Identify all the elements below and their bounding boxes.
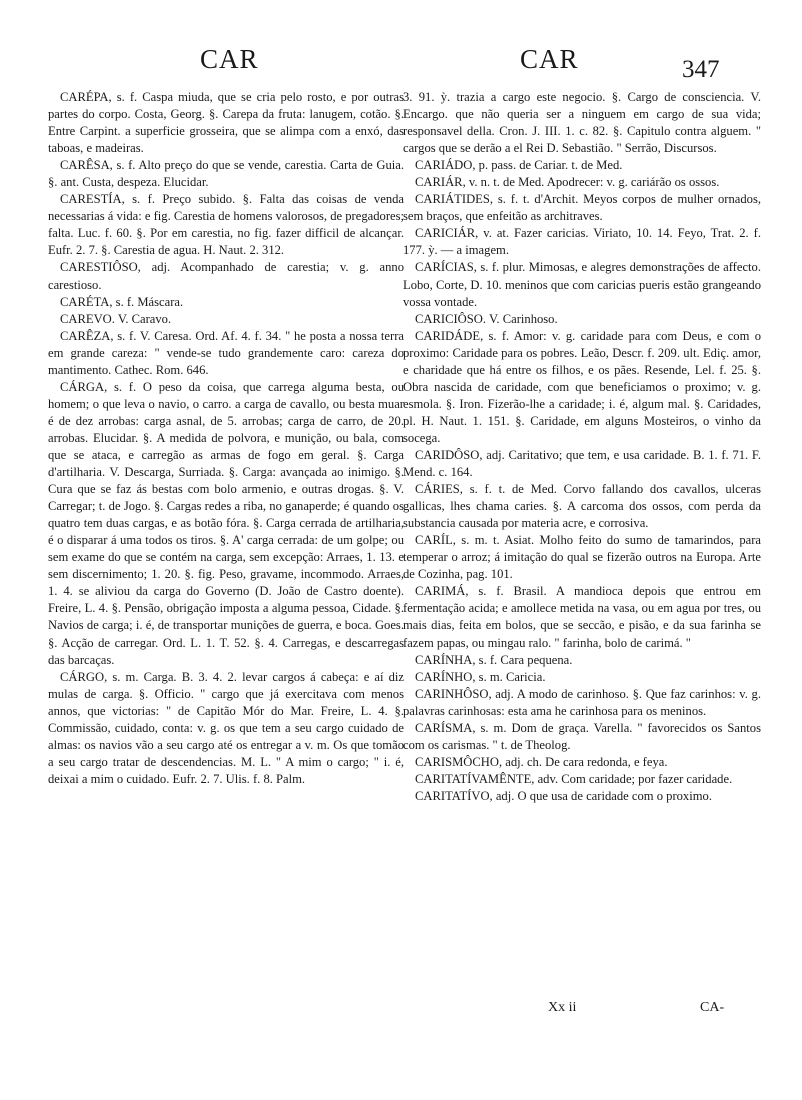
entry-carisma: CARÍSMA, s. m. Dom de graça. Varella. " favorecidos os Santos com os carismas. " t. de Theolog. [403,720,761,752]
entry-caridade: CARIDÁDE, s. f. Amor: v. g. caridade para com Deus, e com o proximo: Caridade para os pobres. Leão, Descr. f. 209. ult. Ediç. amor, e charidade que há entre os filhos, e os pães. Resende, Lel. f. 25. §. Obra nascida de caridade, com que beneficiamos o proximo; v. g. esmola. §. Iron. Fizerão-lhe a caridade; i. é, algum mal. §. Caridades, pl. H. Naut. 1. 151. §. Caridade, em alguns Mosteiros, o vinho da socega. [403,328,761,445]
entry-cariciar: CARICIÁR, v. at. Fazer caricias. Viriato, 10. 14. Feyo, Trat. 2. f. 177. ỳ. — a imagem. [403,226,761,258]
entry-carinhoso: CARINHÔSO, adj. A modo de carinhoso. §. Que faz carinhos: v. g. palavras carinhosas: esta ama he carinhosa para os meninos. [403,686,761,718]
entry-carga: CÁRGA, s. f. O peso da coisa, que carrega alguma besta, ou homem; o que leva o navio, o carro. a carga de cavallo, ou besta muar é de dez arrobas: carga asnal, de 5. arrobas; carga de carro, de 20. arrobas. Elucidar. §. A medida de polvora, e munição, ou bala, com que se ataca, e carregão as armas de fogo em geral. §. Carga d'artilharia. V. Descarga, Surriada. §. Carga: avançada ao inimigo. §. Cura que se faz ás bestas com bolo armenio, e outras drogas. §. V. Carregar; t. de Jogo. §. Cargas redes a riba, no ganaperde; é quando os quatro tem duas cargas, e as botão fóra. §. Carga cerrada de artilharia, é o disparar á uma todos os tiros. §. A' carga cerrada: de um golpe; ou sem exame do que se contém na carga, sem excepção: Arraes, 1. 13. e sem discernimento; 1. 20. §. fig. Peso, gravame, incommodo. Arraes, 1. 4. se aliviou da carga do Governo (D. João de Castro doente). Freire, L. 4. §. Pensão, obrigação imposta a alguma pessoa, Cidade. §. Navios de carga; i. é, de transportar munições de guerra, e boca. Goes. §. Acção de carregar. Ord. L. 1. T. 52. §. 4. Carregas, e descarregas das barcaças. [48,379,404,667]
entry-cariado: CARIÁDO, p. pass. de Cariar. t. de Med. [415,158,623,173]
left-running-head: CAR [200,44,259,74]
entry-cariar: CARIÁR, v. n. t. de Med. Apodrecer: v. g. cariárão os ossos. [415,175,720,190]
entry-carima: CARIMÁ, s. f. Brasil. A mandioca depois que entrou em fermentação acida; e amollece metida na vasa, ou em agua por tres, ou mais dias, feita em bolos, que se seccão, e pisão, e da sua farinha se fazem papas, ou mingau ralo. " farinha, bolo de carimá. " [403,584,761,650]
entry-caricioso: CARICIÔSO. V. Carinhoso. [415,311,558,326]
right-running-head: CAR [520,44,579,74]
catchword: CA- [700,1000,725,1015]
entry-careza: CARÊZA, s. f. V. Caresa. Ord. Af. 4. f. 34. " he posta a nossa terra em grande careza: " vende-se tudo grandemente caro: careza do mantimento. Cathec. Rom. 646. [48,328,404,377]
right-column [403,89,761,805]
entry-caritativamente: CARITATÍVAMÊNTE, adv. Com caridade; por fazer caridade. [415,771,733,786]
entry-caril: CARÍL, s. m. t. Asiat. Molho feito do sumo de tamarindos, para temperar o arroz; á imitação do qual se fizerão outros na Europa. Arte de Cozinha, pag. 101. [403,533,761,582]
entry-caries: CÁRIES, s. f. t. de Med. Corvo fallando dos cavallos, ulceras gallicas, lhes chama caries. §. A carcoma dos ossos, com perda da substancia causada por materia acre, e corrosiva. [403,482,761,531]
page-number: 347 [682,56,720,83]
entry-carismocho: CARISMÔCHO, adj. ch. De cara redonda, e feya. [415,754,668,769]
left-column [48,89,404,788]
entry-cargo-continued: 3. 91. ỳ. trazia a cargo este negocio. §. Cargo de consciencia. V. Encargo. que não queria ser a ninguem em cargo de sua vida; responsavel della. Cron. J. III. 1. c. 82. §. Capitulo contra alguem. " cargos que se derão a el Rei D. Sebastião. " Serrão, Discursos. [403,90,761,156]
entry-caresa: CARÊSA, s. f. Alto preço do que se vende, carestia. Carta de Guia. §. ant. Custa, despeza. Elucidar. [48,158,404,190]
entry-carevo: CAREVO. V. Caravo. [60,311,172,326]
entry-carinho: CARÍNHO, s. m. Caricia. [415,669,546,684]
entry-caricias: CARÍCIAS, s. f. plur. Mimosas, e alegres demonstrações de affecto. Lobo, Corte, D. 10. meninos que com caricias pueris estão grangeando vossa vontade. [403,260,761,309]
entry-carinha: CARÍNHA, s. f. Cara pequena. [415,652,573,667]
entry-cariatides: CARIÁTIDES, s. f. t. d'Archit. Meyos corpos de mulher ornados, sem braços, que enfeitão as architraves. [403,192,761,224]
entry-carestia: CARESTÍA, s. f. Preço subido. §. Falta das coisas de venda necessarias á vida: e fig. Carestia de homens valorosos, de pregadores; falta. Luc. f. 60. §. Por em carestia, no fig. fazer difficil de alcançar. Eufr. 2. 7. §. Carestia de agua. H. Naut. 2. 312. [48,192,405,258]
entry-carestioso: CARESTIÔSO, adj. Acompanhado de carestia; v. g. anno carestioso. [48,260,404,292]
signature-mark: Xx ii [548,1000,577,1015]
entry-cargo: CÁRGO, s. m. Carga. B. 3. 4. 2. levar cargos á cabeça: e aí diz mulas de carga. §. Officio. " cargo que já exercitava com menos annos, que victorias: " de Capitão Mór do Mar. Freire, L. 4. §. Commissão, cuidado, conta: v. g. os que tem a seu cargo cuidado de almas: os navios vão a seu cargo até os entregar a v. m. Os que tomão a seu cargo tratar de descendencias. M. L. " A mim o cargo; " i. é, deixai a mim o cuidado. Eufr. 2. 7. Ulis. f. 8. Palm. [48,669,404,786]
entry-carepa: CARÉPA, s. f. Caspa miuda, que se cria pelo rosto, e por outras partes do corpo. Costa, Georg. §. Carepa da fruta: lanugem, cotão. §. Entre Carpint. a superficie grosseira, que se alimpa com a enxó, das taboas, e madeiras. [48,90,404,156]
entry-caritativo: CARITATÍVO, adj. O que usa de caridade com o proximo. [415,788,712,803]
entry-careta: CARÉTA, s. f. Máscara. [60,294,184,309]
entry-caridoso: CARIDÔSO, adj. Caritativo; que tem, e usa caridade. B. 1. f. 71. F. Mend. c. 164. [403,447,761,480]
